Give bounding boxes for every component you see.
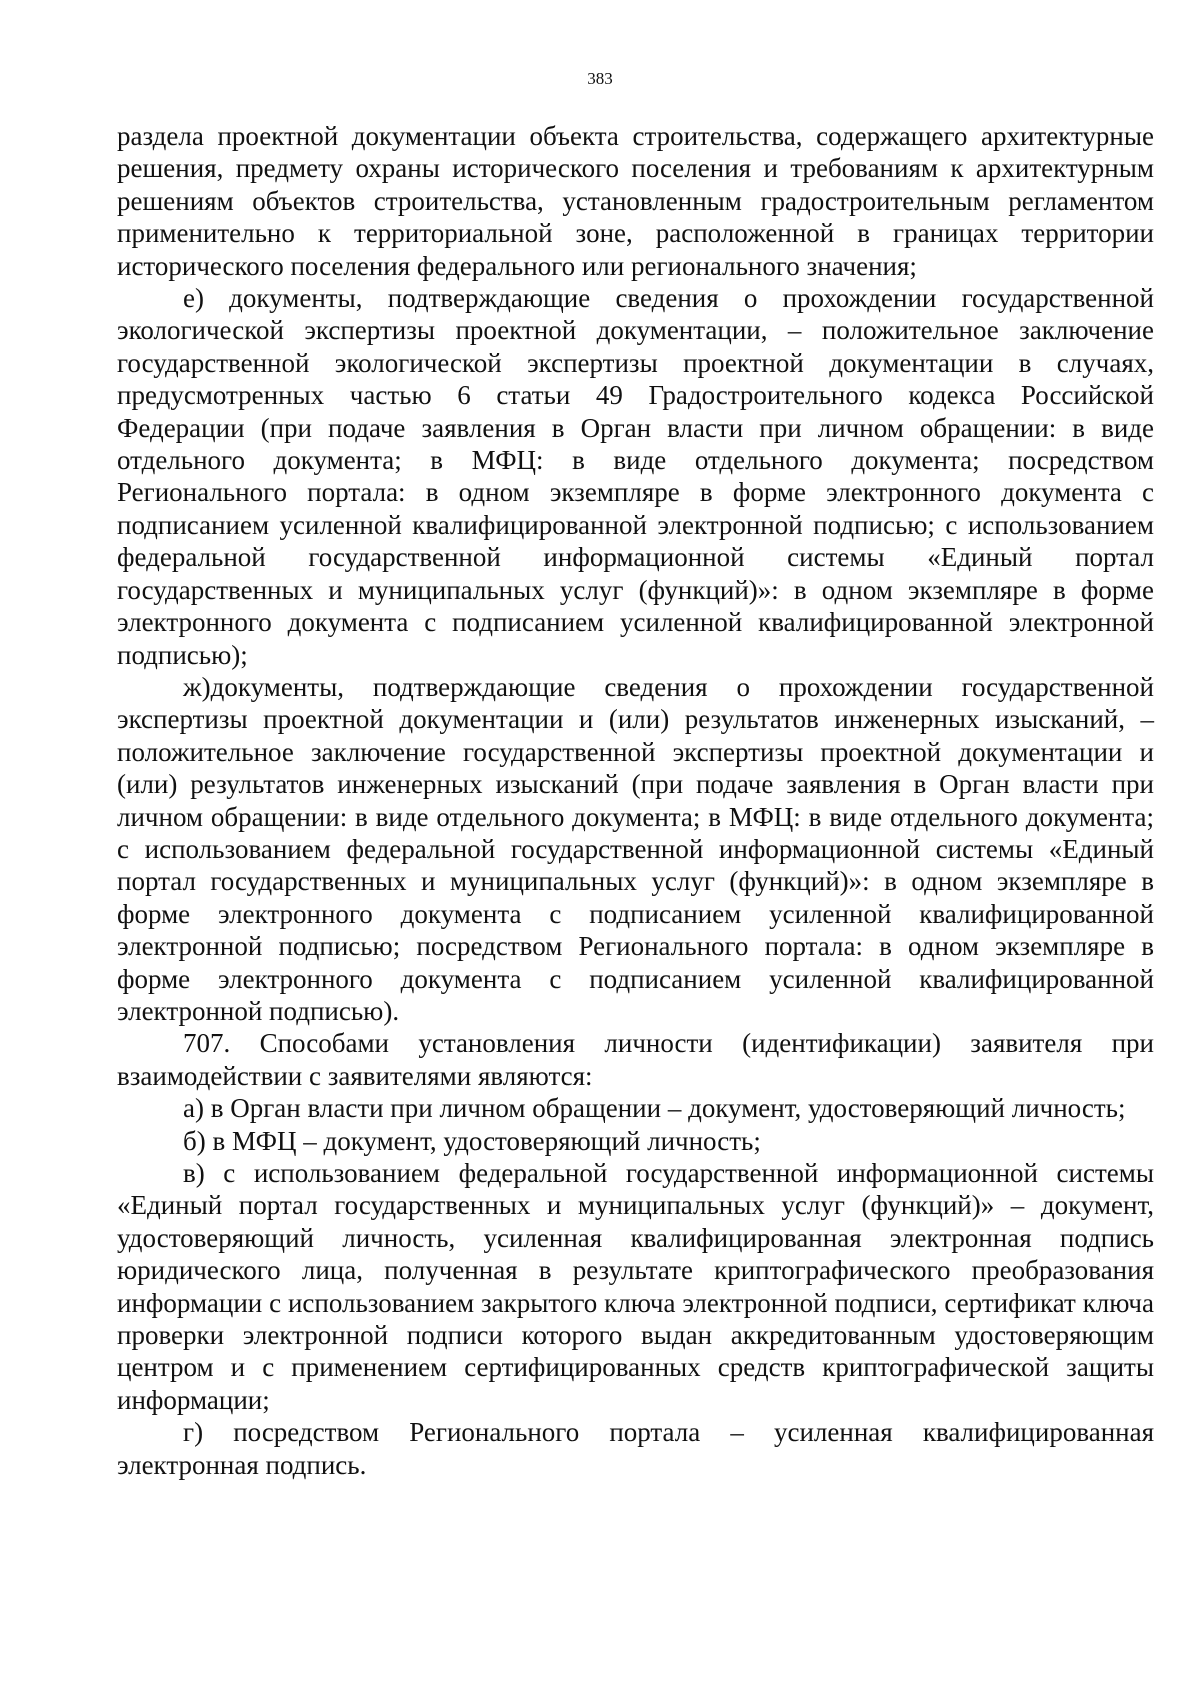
paragraph-707: 707. Способами установления личности (идентификации) заявителя при взаимодействии с заявителями являются: — [117, 1028, 1154, 1091]
paragraph-item-g: г) посредством Регионального портала – усиленная квалифицированная электронная подпись. — [117, 1417, 1154, 1480]
paragraph-item-e: е) документы, подтверждающие сведения о прохождении государственной экологической экспертизы проектной документации, – положительное заключение государственной экологической экспертизы проектной документации в случаях, предусмотренных частью 6 статьи 49 Градостроительного кодекса Российской Федерации (при подаче заявления в Орган власти при личном обращении: в виде отдельного документа; в МФЦ: в виде отдельного документа; посредством Регионального портала: в одном экземпляре в форме электронного документа с подписанием усиленной квалифицированной электронной подписью; с использованием федеральной государственной информационной системы «Единый портал государственных и муниципальных услуг (функций)»: в одном экземпляре в форме электронного документа с подписанием усиленной квалифицированной электронной подписью); — [117, 283, 1154, 670]
paragraph-item-b: б) в МФЦ – документ, удостоверяющий личность; — [183, 1125, 761, 1156]
paragraph-continuation: раздела проектной документации объекта строительства, содержащего архитектурные решения, предмету охраны исторического поселения и требованиям к архитектурным решениям объектов строительства, установленным градостроительным регламентом применительно к территориальной зоне, расположенной в границах территории исторического поселения федерального или регионального значения; — [117, 121, 1154, 281]
paragraph-item-a: а) в Орган власти при личном обращении – документ, удостоверяющий личность; — [183, 1093, 1126, 1124]
document-body — [117, 120, 1154, 1481]
page-number: 383 — [587, 69, 613, 88]
paragraph-item-v: в) с использованием федеральной государственной информационной системы «Единый портал государственных и муниципальных услуг (функций)» – документ, удостоверяющий личность, усиленная квалифицированная электронная подпись юридического лица, полученная в результате криптографического преобразования информации с использованием закрытого ключа электронной подписи, сертификат ключа проверки электронной подписи которого выдан аккредитованным удостоверяющим центром и с применением сертифицированных средств криптографической защиты информации; — [117, 1158, 1154, 1415]
paragraph-item-zh: ж)документы, подтверждающие сведения о прохождении государственной экспертизы проектной документации и (или) результатов инженерных изысканий, – положительное заключение государственной экспертизы проектной документации и (или) результатов инженерных изысканий (при подаче заявления в Орган власти при личном обращении: в виде отдельного документа; в МФЦ: в виде отдельного документа; с использованием федеральной государственной информационной системы «Единый портал государственных и муниципальных услуг (функций)»: в одном экземпляре в форме электронного документа с подписанием усиленной квалифицированной электронной подписью; посредством Регионального портала: в одном экземпляре в форме электронного документа с подписанием усиленной квалифицированной электронной подписью). — [117, 671, 1154, 1026]
